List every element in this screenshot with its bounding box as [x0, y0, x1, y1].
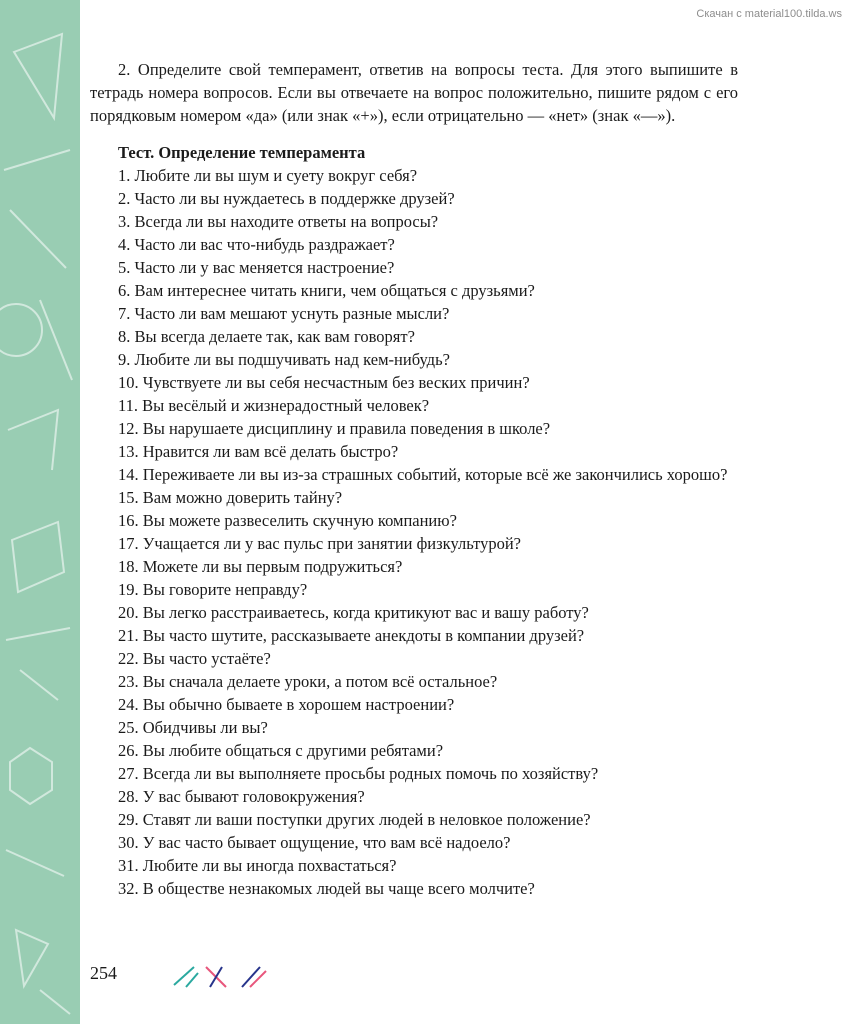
question-item: 1. Любите ли вы шум и суету вокруг себя?	[118, 166, 418, 185]
question-item: 22. Вы часто устаёте?	[118, 649, 271, 668]
question-item: 8. Вы всегда делаете так, как вам говорят?	[118, 327, 415, 346]
question-item: 9. Любите ли вы подшучивать над кем-нибудь?	[118, 350, 450, 369]
question-item: 11. Вы весёлый и жизнерадостный человек?	[118, 396, 430, 415]
page-content	[90, 58, 738, 900]
doodle-lines-icon	[172, 963, 292, 993]
question-item: 30. У вас часто бывает ощущение, что вам всё надоело?	[118, 833, 511, 852]
question-item: 12. Вы нарушаете дисциплину и правила поведения в школе?	[118, 419, 551, 438]
question-item: 25. Обидчивы ли вы?	[118, 718, 268, 737]
bottom-doodles	[172, 963, 292, 993]
question-item: 4. Часто ли вас что-нибудь раздражает?	[118, 235, 395, 254]
question-item: 28. У вас бывают головокружения?	[118, 787, 365, 806]
question-item: 24. Вы обычно бываете в хорошем настроении?	[118, 695, 455, 714]
question-item: 23. Вы сначала делаете уроки, а потом всё остальное?	[118, 672, 498, 691]
question-item: 17. Учащается ли у вас пульс при занятии физкультурой?	[118, 534, 521, 553]
question-item: 13. Нравится ли вам всё делать быстро?	[118, 442, 399, 461]
question-item: 16. Вы можете развеселить скучную компанию?	[118, 511, 457, 530]
question-item: 32. В обществе незнакомых людей вы чаще всего молчите?	[118, 879, 535, 898]
question-item: 20. Вы легко расстраиваетесь, когда критикуют вас и вашу работу?	[118, 603, 589, 622]
question-item: 3. Всегда ли вы находите ответы на вопросы?	[118, 212, 439, 231]
watermark-text: Скачан с material100.tilda.ws	[696, 8, 842, 20]
question-item: 14. Переживаете ли вы из-за страшных событий, которые всё же закончились хорошо?	[118, 465, 728, 484]
question-item: 15. Вам можно доверить тайну?	[118, 488, 343, 507]
question-item: 7. Часто ли вам мешают уснуть разные мысли?	[118, 304, 450, 323]
question-item: 31. Любите ли вы иногда похвастаться?	[118, 856, 397, 875]
test-heading: Тест. Определение темперамента	[118, 143, 366, 162]
sidebar-shapes-icon	[0, 0, 80, 1024]
intro-paragraph: 2. Определите свой темперамент, ответив на вопросы теста. Для этого выпишите в тетрадь номера вопросов. Если вы отвечаете на вопрос положительно, пишите рядом с его порядковым номером «да» (или знак «+»), если отрицательно — «нет» (знак «—»).	[90, 60, 738, 125]
question-item: 19. Вы говорите неправду?	[118, 580, 308, 599]
question-item: 2. Часто ли вы нуждаетесь в поддержке друзей?	[118, 189, 455, 208]
question-item: 6. Вам интереснее читать книги, чем общаться с друзьями?	[118, 281, 535, 300]
question-item: 18. Можете ли вы первым подружиться?	[118, 557, 403, 576]
question-item: 5. Часто ли у вас меняется настроение?	[118, 258, 395, 277]
green-sidebar-decoration	[0, 0, 80, 1024]
question-item: 21. Вы часто шутите, рассказываете анекдоты в компании друзей?	[118, 626, 585, 645]
question-item: 10. Чувствуете ли вы себя несчастным без веских причин?	[118, 373, 530, 392]
question-item: 27. Всегда ли вы выполняете просьбы родных помочь по хозяйству?	[118, 764, 599, 783]
page-number: 254	[90, 963, 117, 983]
question-item: 29. Ставят ли ваши поступки других людей в неловкое положение?	[118, 810, 591, 829]
questions-list	[90, 164, 738, 900]
question-item: 26. Вы любите общаться с другими ребятами?	[118, 741, 444, 760]
